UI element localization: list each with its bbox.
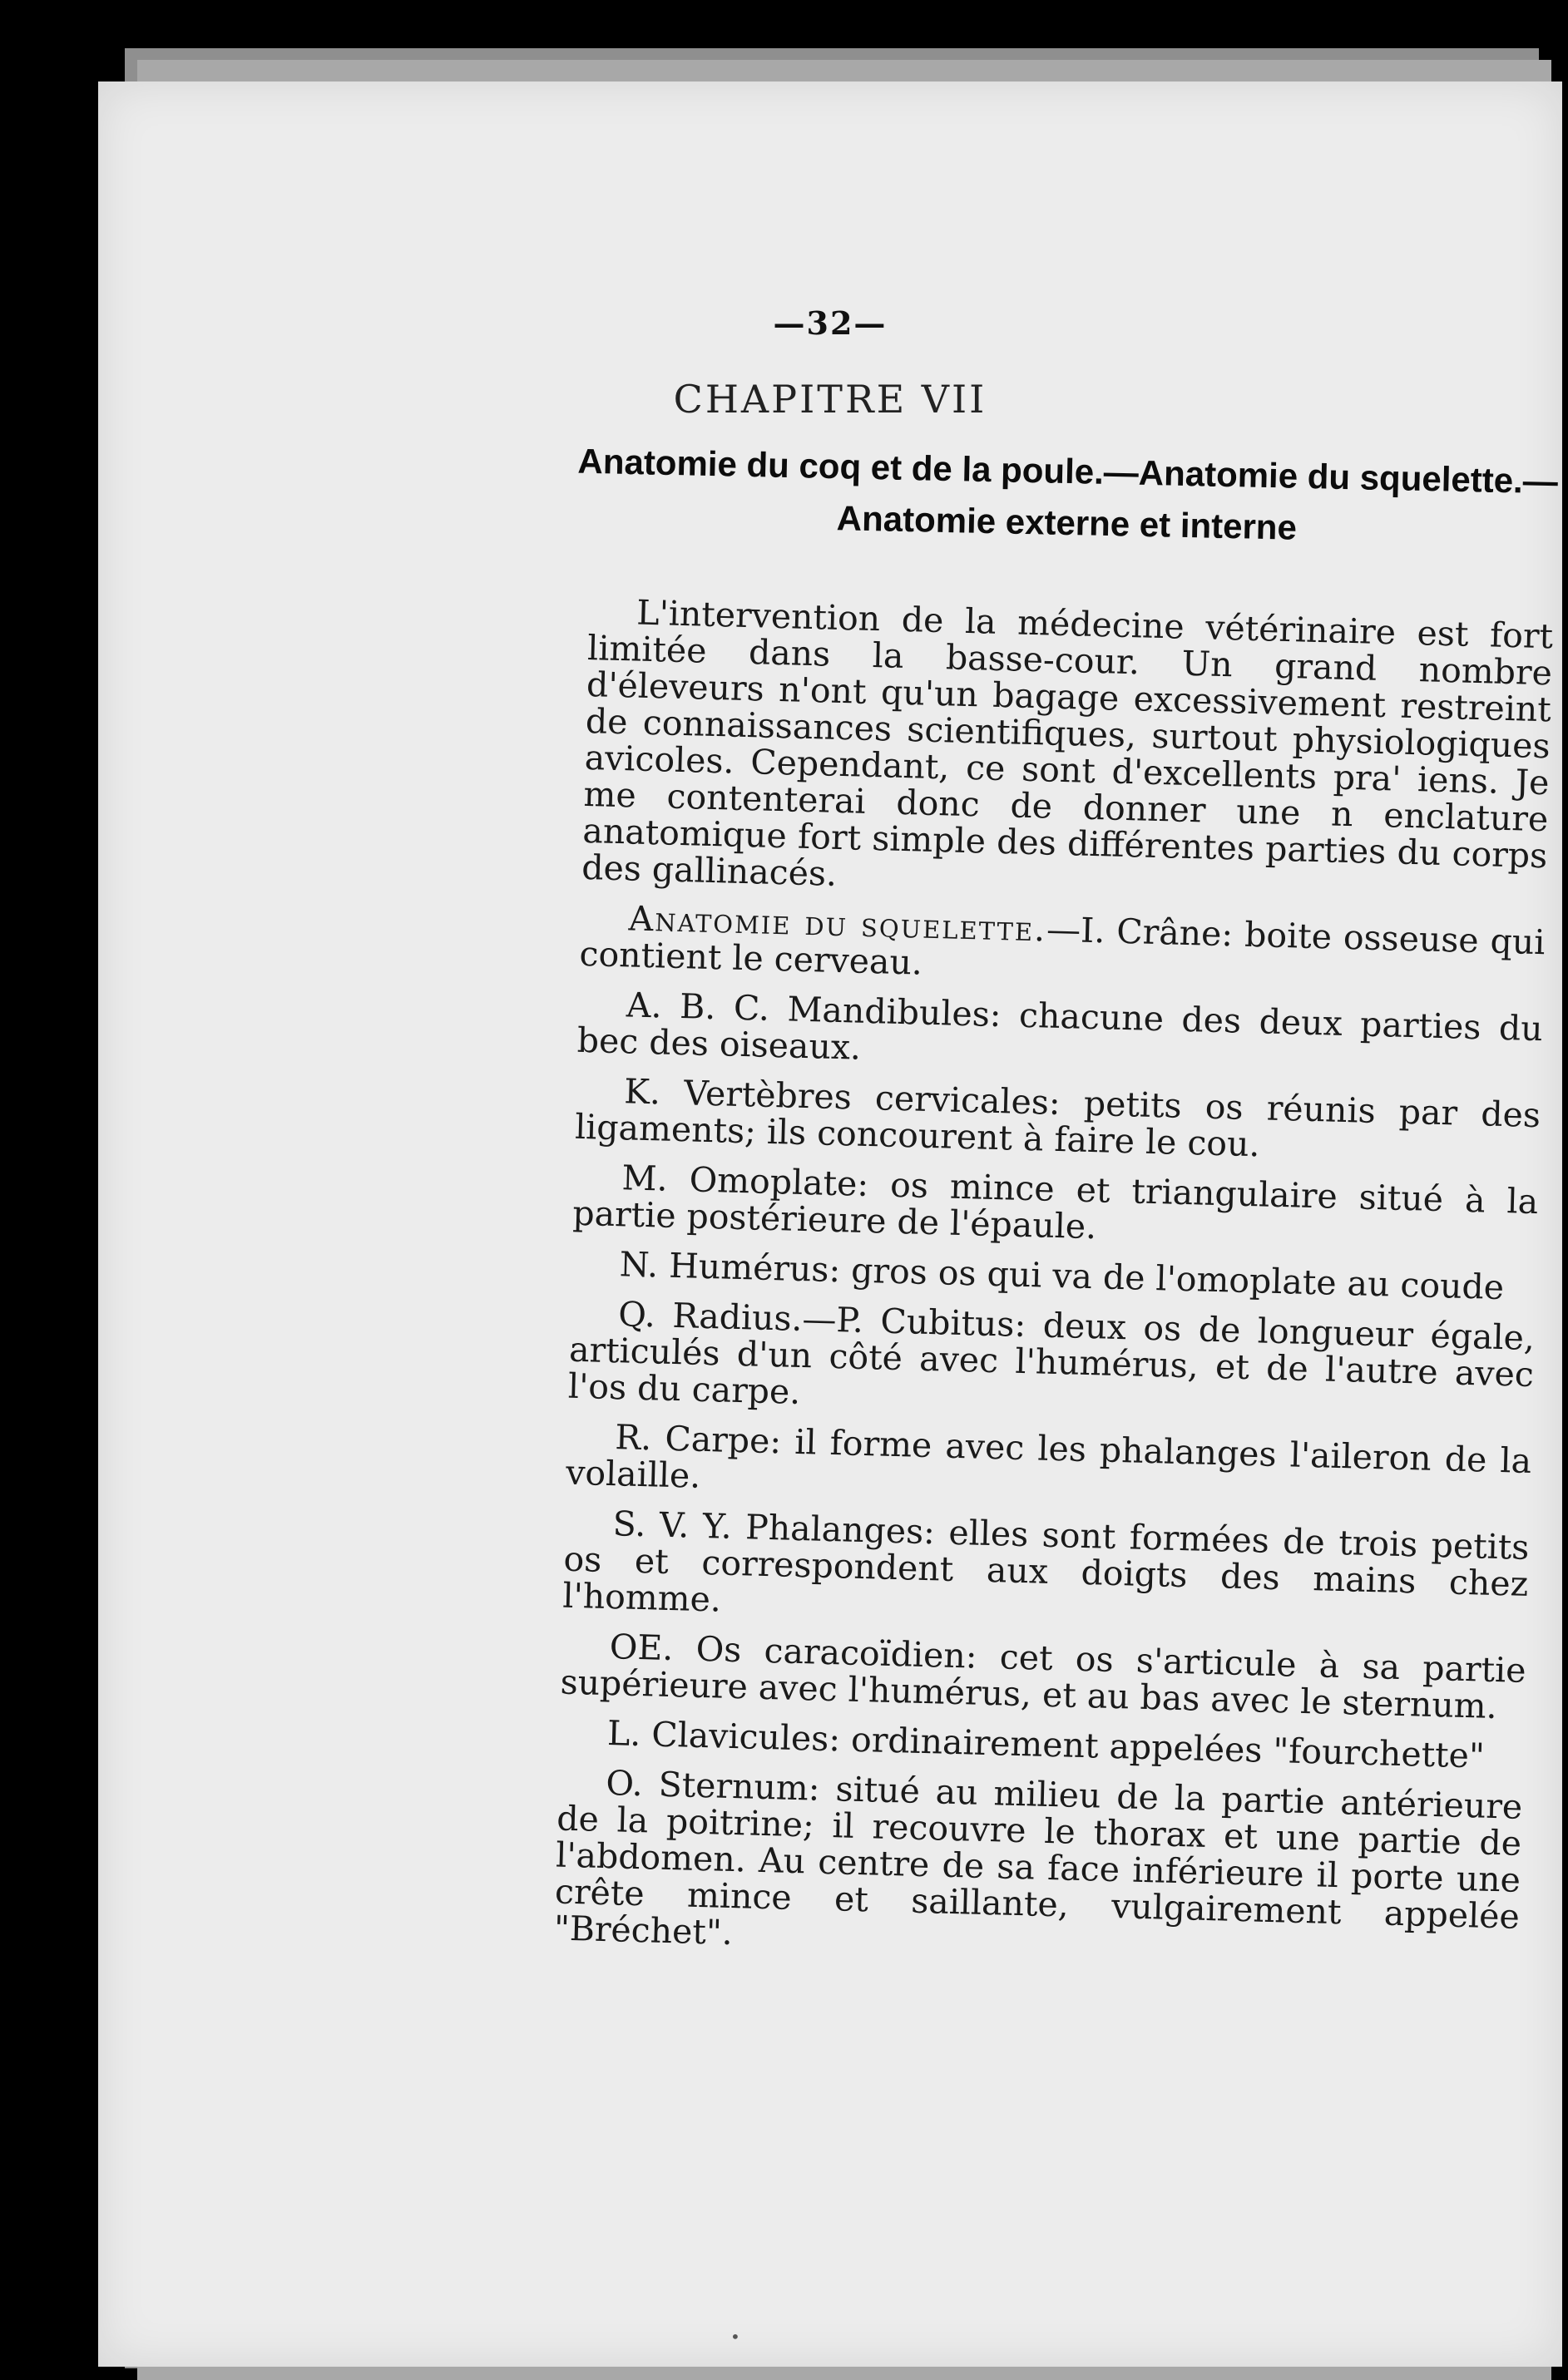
paragraph	[560, 1627, 1526, 1726]
paragraph-text: L. Clavicules: ordinairement appelées "fourchette"	[606, 1713, 1486, 1776]
paragraph-text: S. V. Y. Phalanges: elles sont formées de trois petits os et correspondent aux doigts des mains chez l'homme.	[561, 1504, 1530, 1620]
paragraph-text: L'intervention de la médecine vétérinaire est fort limitée dans la basse-cour. Un grand nombre d'éleveurs n'ont qu'un bagage excessivement restreint de connaissances scientifiques, surtout physiologiques avicoles. Cependant, ce sont d'excellents pra' iens. Je me contenterai donc de donner une n enclature anatomique fort simple des différentes parties du corps des gallinacés.	[581, 592, 1554, 894]
paragraph-text: R. Carpe: il forme avec les phalanges l'aileron de la volaille.	[565, 1417, 1532, 1496]
paragraph-lead: Anatomie du squelette.	[628, 898, 1047, 950]
paragraph-text: A. B. C. Mandibules: chacune des deux parties du bec des oiseaux.	[576, 985, 1544, 1068]
paragraph	[581, 593, 1554, 911]
body-text	[553, 593, 1554, 1985]
paragraph	[572, 1158, 1539, 1257]
section-title-line-1: Anatomie du coq et de la poule.—Anatomie du squelette.—	[577, 441, 1559, 501]
paragraph-text: K. Vertèbres cervicales: petits os réunis par des ligaments; ils concourent à faire le cou.	[574, 1071, 1541, 1165]
section-title-line-2: Anatomie externe et interne	[836, 498, 1298, 547]
paragraph	[562, 1504, 1530, 1639]
paragraph-text: OE. Os caracoïdien: cet os s'articule à sa partie supérieure avec l'humérus, et au bas avec le sternum.	[560, 1627, 1527, 1727]
paragraph	[575, 1072, 1541, 1170]
paragraph-text: M. Omoplate: os mince et triangulaire situé à la partie postérieure de l'épaule.	[571, 1158, 1539, 1247]
paragraph	[576, 985, 1543, 1084]
scan-speck: •	[730, 2327, 740, 2347]
paragraph-text: N. Humérus: gros os qui va de l'omoplate au coude	[619, 1244, 1505, 1308]
chapter-heading: CHAPITRE VII	[673, 377, 987, 422]
paragraph-text: O. Sternum: situé au milieu de la partie antérieure de la poitrine; il recouvre le thorax et une partie de l'abdomen. Au centre de sa face inférieure il porte une crête mince et saillante, vulgairement appelée "Bréchet".	[553, 1763, 1523, 1953]
section-title	[513, 434, 1568, 560]
paragraph	[566, 1418, 1532, 1516]
paragraph	[579, 899, 1546, 997]
paragraph-text: Q. Radius.—P. Cubitus: deux os de longueur égale, articulés d'un côté avec l'humérus, et de l'autre avec l'os du carpe.	[567, 1294, 1536, 1412]
book-page	[98, 81, 1562, 2367]
paragraph	[567, 1295, 1535, 1429]
page-number: —32—	[773, 304, 888, 342]
paragraph	[553, 1764, 1522, 1972]
paragraph-text: —I. Crâne: boite osseuse qui contient le cerveau.	[579, 909, 1546, 983]
